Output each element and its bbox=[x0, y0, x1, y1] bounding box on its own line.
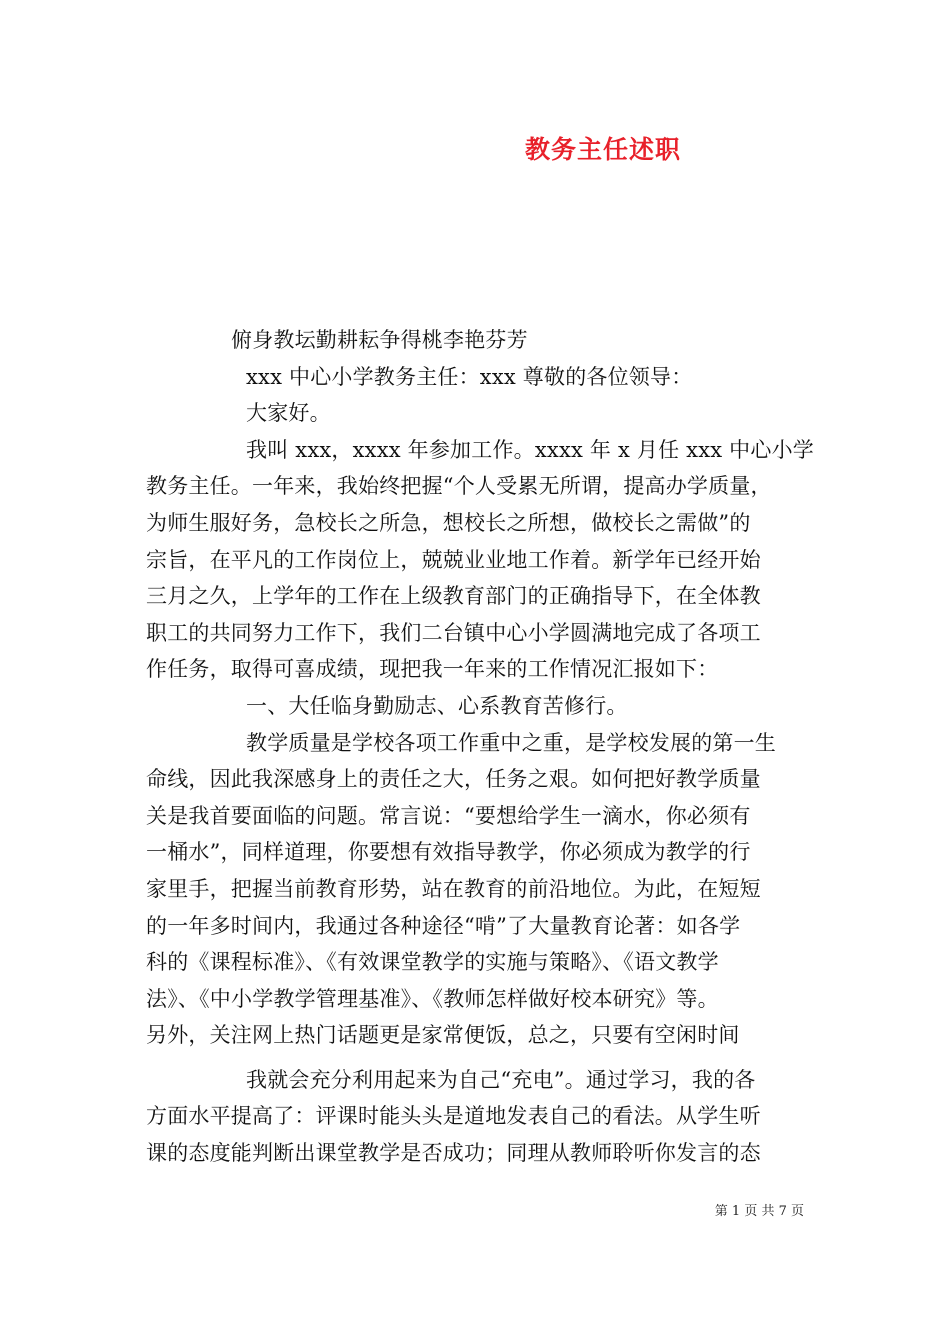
paragraph-line: 的一年多时间内，我通过各种途径“啃”了大量教育论著：如各学 bbox=[146, 913, 741, 938]
paragraph-line: 我叫 xxx，xxxx 年参加工作。xxxx 年 x 月任 xxx 中心小学 bbox=[246, 437, 814, 462]
paragraph-line: 教学质量是学校各项工作重中之重，是学校发展的第一生 bbox=[246, 730, 776, 755]
page-number: 第 1 页 共 7 页 bbox=[714, 1204, 804, 1219]
paragraph-line: 职工的共同努力工作下，我们二台镇中心小学圆满地完成了各项工 bbox=[146, 620, 761, 645]
paragraph-line: 三月之久，上学年的工作在上级教育部门的正确指导下，在全体教 bbox=[146, 584, 761, 609]
salutation-line: xxx 中心小学教务主任：xxx 尊敬的各位领导： bbox=[246, 364, 693, 389]
paragraph-line: 作任务，取得可喜成绩，现把我一年来的工作情况汇报如下： bbox=[146, 657, 719, 682]
paragraph-line: 我就会充分利用起来为自己“充电”。通过学习，我的各 bbox=[246, 1067, 756, 1092]
paragraph-line: 法》、《中小学教学管理基准》、《教师怎样做好校本研究》等。 bbox=[146, 986, 719, 1011]
paragraph-line: 关是我首要面临的问题。常言说：“要想给学生一滴水，你必须有 bbox=[146, 803, 751, 828]
paragraph-line: 课的态度能判断出课堂教学是否成功；同理从教师聆听你发言的态 bbox=[146, 1141, 761, 1166]
subtitle-line: 俯身教坛勤耕耘争得桃李艳芬芳 bbox=[231, 328, 528, 352]
greeting-line: 大家好。 bbox=[246, 401, 331, 426]
paragraph-line: 教务主任。一年来，我始终把握“个人受累无所谓，提高办学质量， bbox=[146, 474, 772, 499]
document-body bbox=[146, 322, 814, 1172]
document-title: 教务主任述职 bbox=[524, 135, 681, 164]
section-heading: 一、大任临身勤励志、心系教育苦修行。 bbox=[246, 693, 628, 718]
paragraph-line: 命线，因此我深感身上的责任之大，任务之艰。如何把好教学质量 bbox=[146, 767, 761, 792]
paragraph-line: 家里手，把握当前教育形势，站在教育的前沿地位。为此，在短短 bbox=[146, 876, 761, 901]
paragraph-line: 方面水平提高了：评课时能头头是道地发表自己的看法。从学生听 bbox=[146, 1104, 761, 1129]
paragraph-line: 为师生服好务，急校长之所急，想校长之所想，做校长之需做”的 bbox=[146, 510, 751, 535]
paragraph-line: 科的《课程标准》、《有效课堂教学的实施与策略》、《语文教学 bbox=[146, 950, 719, 975]
paragraph-line: 宗旨，在平凡的工作岗位上，兢兢业业地工作着。新学年已经开始 bbox=[146, 547, 761, 572]
paragraph-line: 另外，关注网上热门话题更是家常便饭，总之，只要有空闲时间 bbox=[146, 1023, 740, 1048]
paragraph-line: 一桶水”，同样道理，你要想有效指导教学，你必须成为教学的行 bbox=[146, 840, 751, 865]
